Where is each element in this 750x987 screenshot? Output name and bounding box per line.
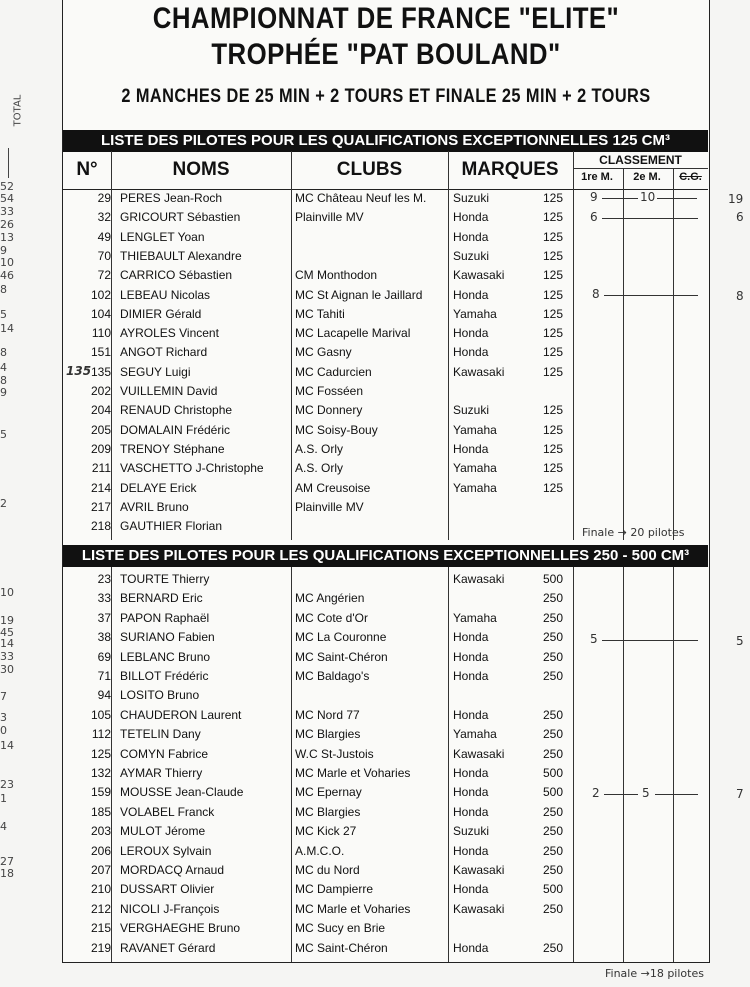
hand-m1-gricourt: 6: [590, 210, 598, 224]
table-row: [63, 266, 708, 285]
hand-seguy-number: 135: [66, 364, 92, 378]
margin-total: 27: [0, 855, 14, 868]
table-row: [63, 725, 708, 744]
pilot-number: 151: [90, 345, 111, 360]
pilot-displacement: 125: [542, 268, 563, 283]
section-250-500-title: LISTE DES PILOTES POUR LES QUALIFICATIONS EXCEPTIONNELLES 250 - 500 CM³: [63, 545, 708, 567]
pilot-displacement: 125: [542, 403, 563, 418]
pilot-brand: Honda: [453, 345, 489, 360]
pilot-club: MC Saint-Chéron: [295, 940, 388, 955]
margin-total: 10: [0, 256, 14, 269]
pilot-number: 23: [97, 572, 111, 586]
hand-line: [604, 794, 638, 795]
margin-bracket: [8, 148, 9, 178]
col-cg-header: C.G.: [679, 171, 702, 183]
pilot-brand: Kawasaki: [453, 746, 505, 761]
pilot-club: MC Cadurcien: [295, 364, 372, 379]
hand-line: [604, 295, 698, 296]
pilot-name: LEROUX Sylvain: [120, 843, 212, 858]
table-row: [63, 861, 708, 880]
table-row: [63, 745, 708, 764]
pilot-displacement: 250: [542, 901, 563, 916]
table-row: [63, 343, 708, 362]
pilot-brand: Honda: [453, 707, 489, 722]
pilot-name: GRICOURT Sébastien: [120, 210, 241, 225]
pilot-name: MULOT Jérome: [120, 824, 206, 839]
hand-total-gricourt: 6: [736, 210, 744, 224]
table-row: [63, 363, 708, 382]
hand-m1-peres: 9: [590, 190, 598, 204]
section-125-title: LISTE DES PILOTES POUR LES QUALIFICATIONS EXCEPTIONNELLES 125 CM³: [63, 130, 708, 152]
table-row: [63, 479, 708, 498]
pilot-name: RENAUD Christophe: [120, 403, 233, 418]
pilot-brand: Honda: [453, 766, 489, 780]
pilot-name: AYMAR Thierry: [120, 766, 203, 780]
race-format-subtitle: 2 MANCHES DE 25 MIN + 2 TOURS ET FINALE 25 MIN + 2 TOURS: [121, 86, 651, 107]
pilot-displacement: 250: [542, 843, 563, 858]
hand-line: [602, 218, 698, 219]
pilot-number: 214: [90, 480, 111, 495]
pilot-number: 202: [90, 384, 111, 398]
table-row: [63, 498, 708, 517]
pilot-number: 72: [97, 268, 111, 283]
pilot-number: 29: [97, 191, 111, 205]
pilot-displacement: 500: [542, 882, 563, 897]
hand-total-mousse: 7: [736, 787, 744, 801]
pilot-club: AM Creusoise: [295, 480, 371, 495]
hand-line: [655, 794, 698, 795]
pilot-number: 102: [90, 287, 111, 302]
pilot-club: MC Tahiti: [295, 306, 345, 321]
pilot-name: VASCHETTO J-Christophe: [120, 461, 264, 476]
pilot-name: BILLOT Frédéric: [120, 669, 209, 683]
pilot-name: MOUSSE Jean-Claude: [120, 785, 244, 800]
pilot-brand: Suzuki: [453, 824, 490, 839]
margin-total: 54: [0, 192, 14, 205]
pilot-name: ANGOT Richard: [120, 345, 208, 360]
pilot-number: 94: [97, 688, 111, 703]
margin-total: 26: [0, 218, 14, 231]
table-row: [63, 648, 708, 667]
pilot-displacement: 250: [542, 804, 563, 819]
main-title: CHAMPIONNAT DE FRANCE "ELITE": [152, 2, 620, 35]
table-row: [63, 880, 708, 899]
margin-total: 46: [0, 269, 14, 282]
pilot-displacement: 500: [542, 785, 563, 800]
table-row: [63, 609, 708, 628]
pilot-number: 210: [90, 882, 111, 897]
hand-m1-suriano: 5: [590, 632, 598, 646]
pilot-displacement: 125: [542, 441, 563, 456]
pilot-name: RAVANET Gérard: [120, 940, 216, 955]
pilot-number: 217: [90, 499, 111, 514]
pilot-name: SURIANO Fabien: [120, 630, 215, 645]
pilot-club: MC La Couronne: [295, 630, 387, 645]
margin-total: 18: [0, 867, 14, 880]
pilot-displacement: 250: [542, 824, 563, 839]
pilot-brand: Honda: [453, 649, 489, 664]
pilot-displacement: 250: [542, 630, 563, 645]
margin-total: 33: [0, 650, 14, 663]
margin-total: 4: [0, 820, 7, 833]
pilot-club: A.S. Orly: [295, 441, 344, 456]
margin-total: 5: [0, 308, 7, 321]
pilot-name: NICOLI J-François: [120, 901, 220, 916]
hand-total-lebeau: 8: [736, 289, 744, 303]
col-num-header: N°: [76, 159, 98, 180]
hand-finale-125: Finale → 20 pilotes: [582, 526, 685, 539]
hand-finale-250: Finale →18 pilotes: [605, 967, 704, 980]
margin-total: 9: [0, 386, 7, 399]
total-label: TOTAL: [12, 94, 24, 127]
margin-total: 19: [0, 614, 14, 627]
pilot-club: MC Blargies: [295, 727, 361, 742]
margin-total: 1: [0, 792, 7, 805]
hand-m1-mousse: 2: [592, 786, 600, 800]
pilot-number: 205: [90, 422, 111, 437]
pilot-brand: Honda: [453, 287, 489, 302]
pilot-club: MC St Aignan le Jaillard: [295, 287, 423, 302]
table-row: [63, 324, 708, 343]
pilot-displacement: 125: [542, 248, 563, 263]
table-row: [63, 628, 708, 647]
pilot-name: AYROLES Vincent: [120, 326, 219, 341]
pilot-number: 125: [90, 746, 111, 761]
pilot-club: Plainville MV: [295, 210, 364, 225]
hand-total-peres: 19: [728, 192, 744, 206]
hand-total-suriano: 5: [736, 634, 744, 648]
pilot-name: GAUTHIER Florian: [120, 519, 223, 534]
pilot-club: MC Kick 27: [295, 824, 357, 839]
pilot-brand: Honda: [453, 229, 489, 244]
pilot-club: MC Cote d'Or: [295, 610, 368, 625]
pilot-club: MC Gasny: [295, 345, 352, 360]
pilot-number: 112: [91, 727, 111, 742]
pilot-brand: Kawasaki: [453, 364, 505, 379]
pilot-club: MC du Nord: [295, 863, 360, 877]
pilot-number: 105: [90, 707, 111, 722]
pilot-displacement: 125: [542, 287, 563, 302]
pilot-name: BERNARD Eric: [120, 591, 203, 606]
pilot-name: CHAUDERON Laurent: [120, 707, 242, 722]
pilot-number: 204: [90, 403, 111, 418]
margin-total: 8: [0, 374, 7, 387]
pilot-brand: Honda: [453, 210, 489, 225]
pilot-brand: Honda: [453, 630, 489, 645]
pilot-number: 207: [90, 863, 111, 877]
pilot-name: TOURTE Thierry: [120, 572, 210, 586]
pilot-name: COMYN Fabrice: [120, 746, 209, 761]
classement-divider: [573, 168, 708, 169]
pilot-number: 104: [90, 306, 111, 321]
pilot-number: 159: [90, 785, 111, 800]
pilot-displacement: 250: [542, 669, 563, 683]
pilot-displacement: 250: [542, 727, 563, 742]
pilot-brand: Yamaha: [453, 422, 497, 437]
table-row: [63, 667, 708, 686]
pilot-club: MC Dampierre: [295, 882, 374, 897]
pilot-displacement: 250: [542, 591, 563, 606]
pilot-brand: Yamaha: [453, 461, 497, 476]
col-classement-header: CLASSEMENT: [599, 153, 682, 167]
margin-total: 13: [0, 231, 14, 244]
pilot-brand: Yamaha: [453, 610, 497, 625]
pilot-club: MC Blargies: [295, 804, 361, 819]
pilot-number: 135: [90, 364, 111, 379]
pilot-displacement: 250: [542, 863, 563, 877]
pilot-name: MORDACQ Arnaud: [120, 863, 225, 877]
table-row: [63, 900, 708, 919]
pilot-number: 206: [90, 843, 111, 858]
pilot-brand: Honda: [453, 669, 489, 683]
pilot-number: 49: [97, 229, 111, 244]
pilot-number: 71: [97, 669, 111, 683]
pilot-number: 132: [90, 766, 111, 780]
pilot-number: 37: [97, 610, 111, 625]
pilot-brand: Yamaha: [453, 480, 497, 495]
margin-total: 0: [0, 724, 7, 737]
table-row: [63, 822, 708, 841]
table-row: [63, 939, 708, 958]
table-row: [63, 421, 708, 440]
pilot-number: 215: [90, 921, 111, 936]
hand-m1-lebeau: 8: [592, 287, 600, 301]
pilot-number: 70: [97, 248, 111, 263]
hand-line: [602, 198, 638, 199]
pilot-displacement: 250: [542, 707, 563, 722]
table-row: [63, 247, 708, 266]
table-row: [63, 764, 708, 783]
pilot-number: 38: [97, 630, 111, 645]
pilot-brand: Honda: [453, 843, 489, 858]
table-row: [63, 842, 708, 861]
table-row: [63, 589, 708, 608]
hand-m2-peres: 10: [640, 190, 656, 204]
col-names-header: NOMS: [172, 159, 230, 180]
pilot-brand: Honda: [453, 940, 489, 955]
margin-total: 23: [0, 778, 14, 791]
pilot-displacement: 250: [542, 610, 563, 625]
pilot-displacement: 125: [542, 422, 563, 437]
pilot-displacement: 125: [542, 191, 563, 205]
pilot-name: SEGUY Luigi: [120, 364, 191, 379]
pilot-club: MC Soisy-Bouy: [295, 422, 378, 437]
pilot-name: DIMIER Gérald: [120, 306, 202, 321]
pilot-club: MC Sucy en Brie: [295, 921, 386, 936]
margin-total: 7: [0, 690, 7, 703]
pilot-brand: Honda: [453, 326, 489, 341]
table-header: [63, 151, 708, 190]
pilot-club: MC Marle et Voharies: [295, 901, 411, 916]
table-row: [63, 440, 708, 459]
pilot-name: PAPON Raphaël: [120, 610, 210, 625]
pilot-club: MC Baldago's: [295, 669, 370, 683]
pilot-displacement: 125: [542, 345, 563, 360]
margin-total: 14: [0, 739, 14, 752]
pilot-displacement: 125: [542, 480, 563, 495]
margin-total: 9: [0, 244, 7, 257]
table-row: [63, 382, 708, 401]
pilot-club: A.M.C.O.: [295, 843, 345, 858]
pilot-number: 185: [90, 804, 111, 819]
pilot-displacement: 500: [542, 766, 563, 780]
margin-total: 45: [0, 626, 14, 639]
pilot-displacement: 250: [542, 940, 563, 955]
hand-line: [602, 640, 698, 641]
col-marques-header: MARQUES: [461, 159, 559, 180]
pilot-name: LEBEAU Nicolas: [120, 287, 211, 302]
margin-total: 2: [0, 497, 7, 510]
table-row: [63, 305, 708, 324]
pilot-club: MC Angérien: [295, 591, 365, 606]
table-row: [63, 919, 708, 938]
pilot-number: 211: [91, 461, 111, 476]
pilot-number: 209: [90, 441, 111, 456]
margin-total: 30: [0, 663, 14, 676]
pilot-displacement: 125: [542, 229, 563, 244]
pilot-name: AVRIL Bruno: [120, 499, 189, 514]
table-row: [63, 228, 708, 247]
pilot-number: 110: [91, 326, 111, 341]
table-row: [63, 686, 708, 705]
pilot-brand: Honda: [453, 441, 489, 456]
pilot-brand: Honda: [453, 804, 489, 819]
pilot-name: PERES Jean-Roch: [120, 191, 223, 205]
table-row: [63, 803, 708, 822]
pilot-brand: Yamaha: [453, 727, 497, 742]
pilot-club: MC Nord 77: [295, 707, 360, 722]
pilot-displacement: 500: [542, 572, 563, 586]
pilot-club: W.C St-Justois: [295, 746, 374, 761]
margin-total: 52: [0, 180, 14, 193]
pilot-club: A.S. Orly: [295, 461, 344, 476]
col-m2-header: 2e M.: [633, 171, 661, 183]
pilot-displacement: 125: [542, 306, 563, 321]
pilot-brand: Suzuki: [453, 191, 490, 205]
pilot-number: 219: [90, 940, 111, 955]
margin-total: 3: [0, 711, 7, 724]
col-clubs-header: CLUBS: [336, 159, 403, 180]
pilot-name: TRENOY Stéphane: [120, 441, 225, 456]
pilot-displacement: 125: [542, 364, 563, 379]
pilot-name: LENGLET Yoan: [120, 229, 205, 244]
pilot-club: Plainville MV: [295, 499, 364, 514]
pilot-displacement: 125: [542, 210, 563, 225]
pilot-club: CM Monthodon: [295, 268, 378, 283]
pilot-number: 218: [90, 519, 111, 534]
margin-total: 8: [0, 346, 7, 359]
hand-line: [657, 198, 697, 199]
pilot-club: MC Epernay: [295, 785, 362, 800]
pilot-name: DUSSART Olivier: [120, 882, 215, 897]
col-m1-header: 1re M.: [581, 171, 613, 183]
pilot-name: DELAYE Erick: [120, 480, 197, 495]
margin-total: 4: [0, 361, 7, 374]
pilot-name: VUILLEMIN David: [120, 384, 218, 398]
pilot-name: DOMALAIN Frédéric: [120, 422, 231, 437]
pilot-name: VOLABEL Franck: [120, 804, 215, 819]
pilot-number: 203: [90, 824, 111, 839]
pilot-brand: Suzuki: [453, 248, 490, 263]
table-row: [63, 706, 708, 725]
pilot-club: MC Marle et Voharies: [295, 766, 411, 780]
pilot-club: MC Fosséen: [295, 384, 364, 398]
pilot-displacement: 125: [542, 461, 563, 476]
pilot-name: THIEBAULT Alexandre: [120, 248, 242, 263]
margin-total: 14: [0, 322, 14, 335]
pilot-name: LEBLANC Bruno: [120, 649, 211, 664]
pilot-displacement: 250: [542, 649, 563, 664]
pilot-number: 32: [97, 210, 111, 225]
pilot-number: 69: [97, 649, 111, 664]
pilot-club: MC Saint-Chéron: [295, 649, 388, 664]
pilot-brand: Suzuki: [453, 403, 490, 418]
pilot-brand: Honda: [453, 785, 489, 800]
pilot-number: 212: [90, 901, 111, 916]
pilot-number: 33: [97, 591, 111, 606]
pilot-name: CARRICO Sébastien: [120, 268, 233, 283]
pilot-displacement: 125: [542, 326, 563, 341]
pilot-club: MC Château Neuf les M.: [295, 191, 427, 205]
pilot-brand: Kawasaki: [453, 863, 505, 877]
margin-total: 14: [0, 637, 14, 650]
margin-total: 8: [0, 283, 7, 296]
pilot-brand: Yamaha: [453, 306, 497, 321]
table-row: [63, 459, 708, 478]
pilot-displacement: 250: [542, 746, 563, 761]
pilot-club: MC Donnery: [295, 403, 363, 418]
pilot-brand: Honda: [453, 882, 489, 897]
pilot-brand: Kawasaki: [453, 901, 505, 916]
margin-total: 33: [0, 205, 14, 218]
table-row: [63, 401, 708, 420]
pilot-brand: Kawasaki: [453, 572, 505, 586]
hand-m2-mousse: 5: [642, 786, 650, 800]
pilot-name: TETELIN Dany: [120, 727, 201, 742]
margin-total: 10: [0, 586, 14, 599]
pilot-name: LOSITO Bruno: [120, 688, 200, 703]
table-row: [63, 570, 708, 589]
pilot-brand: Kawasaki: [453, 268, 505, 283]
pilot-name: VERGHAEGHE Bruno: [120, 921, 241, 936]
margin-total: 5: [0, 428, 7, 441]
pilot-club: MC Lacapelle Marival: [295, 326, 411, 341]
trophy-title: TROPHÉE "PAT BOULAND": [211, 38, 561, 71]
